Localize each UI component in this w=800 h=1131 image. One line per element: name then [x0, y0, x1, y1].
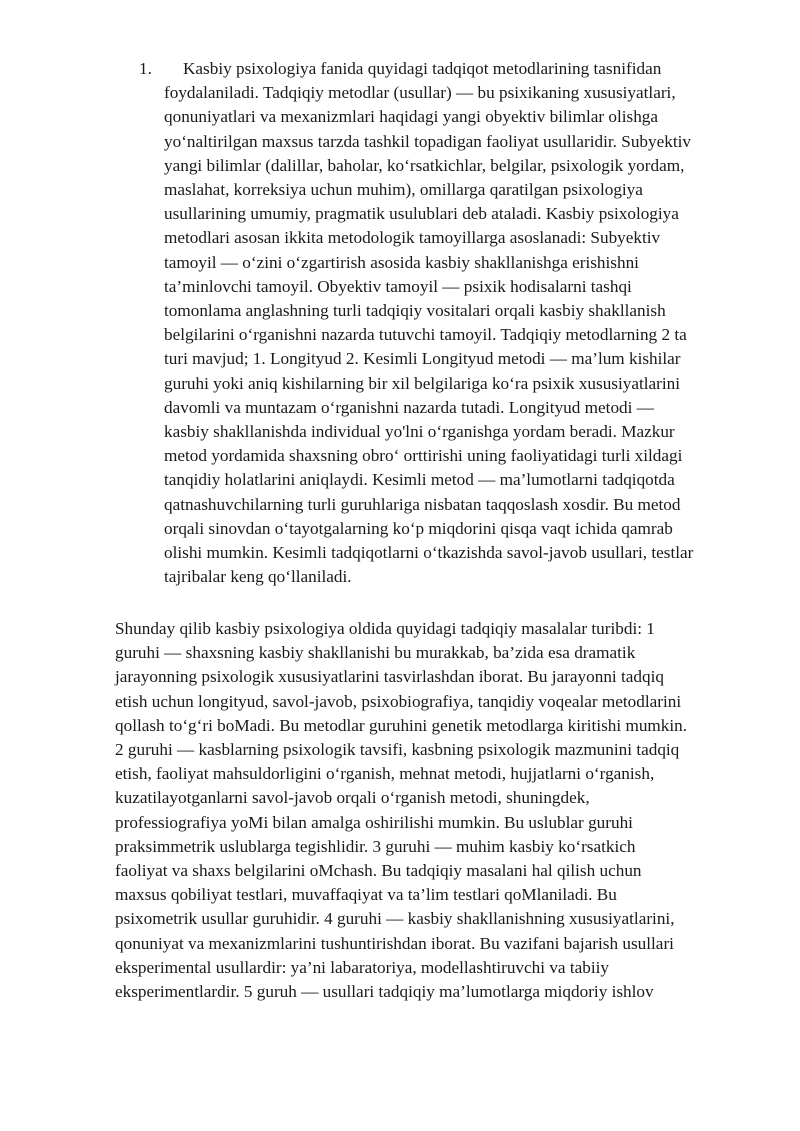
text-line: qonuniyatlari va mexanizmlari haqidagi yangi obyektiv bilimlar olishga	[164, 107, 659, 127]
text-line: qollash to‘g‘ri boMadi. Bu metodlar guruhini genetik metodlarga kiritishi mumkin.	[115, 715, 688, 735]
text-line: belgilarini o‘rganishni nazarda tutuvchi tamoyil. Tadqiqiy metodlarning 2 ta	[164, 325, 687, 345]
text-line: tanqidiy holatlarini aniqlaydi. Kesimli metod — ma’lumotlarni tadqiqotda	[164, 470, 675, 490]
text-line: ta’minlovchi tamoyil. Obyektiv tamoyil — psixik hodisalarni tashqi	[164, 276, 632, 296]
text-line: yangi bilimlar (dalillar, baholar, ko‘rsatkichlar, belgilar, psixologik yordam,	[164, 155, 685, 175]
body-paragraph	[115, 617, 755, 1004]
text-line: tajribalar keng qo‘llaniladi.	[164, 567, 352, 587]
text-line: kasbiy shakllanishda individual yo'lni o‘rganishga yordam beradi. Mazkur	[164, 422, 675, 442]
text-line: Shunday qilib kasbiy psixologiya oldida quyidagi tadqiqiy masalalar turibdi: 1	[115, 619, 655, 638]
text-line: guruhi — shaxsning kasbiy shakllanishi bu murakkab, ba’zida esa dramatik	[115, 643, 636, 663]
text-line: praksimmetrik uslublarga tegishlidir. 3 guruhi — muhim kasbiy ko‘rsatkich	[115, 836, 636, 856]
text-line: eksperimental usullardir: ya’ni labaratoriya, modellashtiruvchi va tabiiy	[115, 957, 609, 977]
text-line: eksperimentlardir. 5 guruh — usullari tadqiqiy ma’lumotlarga miqdoriy ishlov	[115, 982, 654, 1002]
text-line: faoliyat va shaxs belgilarini oMchash. Bu tadqiqiy masalani hal qilish uchun	[115, 861, 642, 881]
text-line: qatnashuvchilarning turli guruhlariga nisbatan taqqoslash xosdir. Bu metod	[164, 494, 681, 514]
list-number: 1.	[139, 59, 152, 78]
text-line: tomonlama anglashning turli tadqiqiy vositalari orqali kasbiy shakllanish	[164, 301, 666, 321]
text-line: foydalaniladi. Tadqiqiy metodlar (usullar) — bu psixikaning xususiyatlari,	[164, 83, 676, 103]
text-line: professiografiya yoMi bilan amalga oshirilishi mumkin. Bu uslublar guruhi	[115, 812, 633, 832]
text-line: davomli va muntazam o‘rganishni nazarda tutadi. Longityud metodi —	[164, 397, 654, 417]
text-line: psixometrik usullar guruhidir. 4 guruhi — kasbiy shakllanishning xususiyatlarini,	[115, 909, 675, 929]
text-line: etish, faoliyat mahsuldorligini o‘rganish, mehnat metodi, hujjatlarni o‘rganish,	[115, 764, 655, 784]
text-line: maxsus qobiliyat testlari, muvaffaqiyat va ta’lim testlari qoMlaniladi. Bu	[115, 885, 617, 905]
text-line: turi mavjud; 1. Longityud 2. Kesimli Longityud metodi — ma’lum kishilar	[164, 349, 681, 369]
text-line: qonuniyat va mexanizmlarini tushuntirishdan iborat. Bu vazifani bajarish usullari	[115, 933, 674, 953]
text-line: olishi mumkin. Kesimli tadqiqotlarni o‘tkazishda savol-javob usullari, testlar	[164, 543, 694, 563]
text-line: metodlari asosan ikkita metodologik tamoyillarga asoslanadi: Subyektiv	[164, 228, 661, 248]
text-line: maslahat, korreksiya uchun muhim), omillarga qaratilgan psixologiya	[164, 180, 643, 200]
text-line: orqali sinovdan o‘tayotgalarning ko‘p miqdorini qisqa vaqt ichida qamrab	[164, 518, 673, 538]
text-line: metod yordamida shaxsning obro‘ orttirishi uning faoliyatidagi turli xildagi	[164, 446, 683, 466]
text-line: kuzatilayotganlarni savol-javob orqali o‘rganish metodi, shuningdek,	[115, 788, 590, 808]
numbered-list-item	[139, 57, 749, 589]
text-line: tamoyil — o‘zini o‘zgartirish asosida kasbiy shakllanishga erishishni	[164, 252, 639, 272]
text-line: guruhi yoki aniq kishilarning bir xil belgilariga ko‘ra psixik xususiyatlarini	[164, 373, 681, 393]
text-line: yo‘naltirilgan maxsus tarzda tashkil topadigan faoliyat usullaridir. Subyektiv	[164, 131, 691, 151]
list-item-text	[139, 57, 749, 589]
text-line: 2 guruhi — kasblarning psixologik tavsifi, kasbning psixologik mazmunini tadqiq	[115, 740, 680, 760]
text-line: jarayonning psixologik xususiyatlarini tasvirlashdan iborat. Bu jarayonni tadqiq	[115, 667, 664, 687]
text-line: etish uchun longityud, savol-javob, psixobiografiya, tanqidiy voqealar metodlarini	[115, 691, 682, 711]
text-line: usullarining umumiy, pragmatik usulublari deb ataladi. Kasbiy psixologiya	[164, 204, 679, 224]
text-line: Kasbiy psixologiya fanida quyidagi tadqiqot metodlarining tasnifidan	[183, 59, 662, 78]
